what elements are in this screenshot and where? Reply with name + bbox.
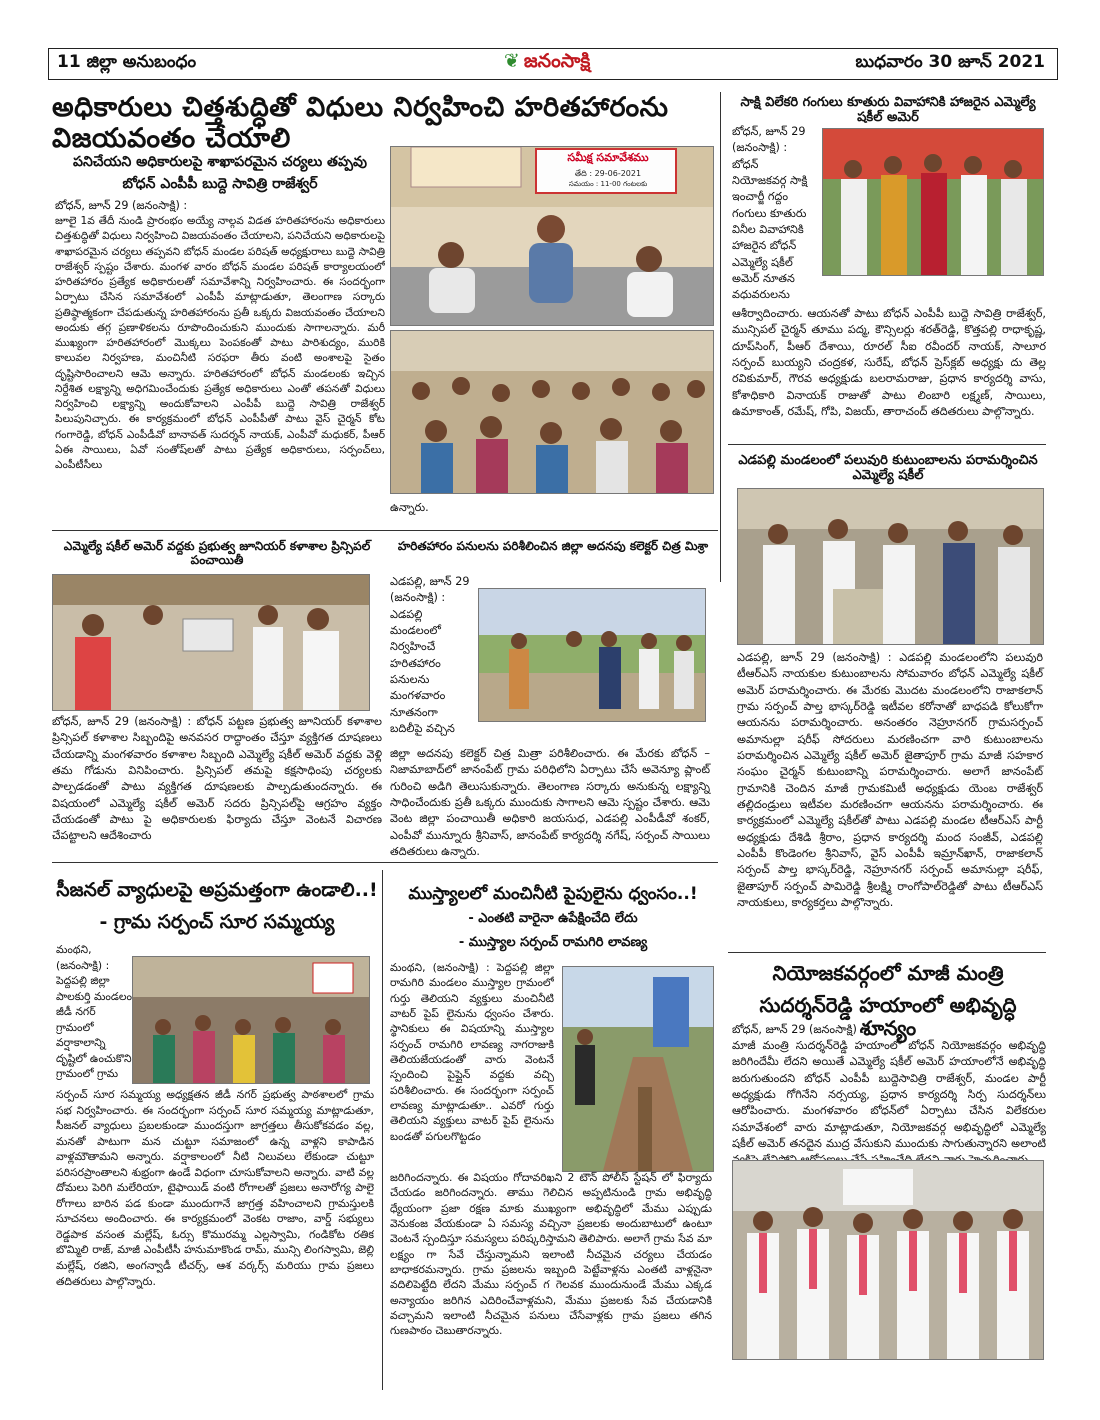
visit-body: ఎడపల్లి, జూన్ 29 (జనంసాక్షి) : ఎడపల్లి మండలంలోని పలువురి టీఆర్ఎస్ నాయకుల కుటుంబాలను సోమవారం బోధన్ ఎమ్మెల్యే షకీల్ అమెర్ పరామర్శించారు. ఈ మేరకు మొదట మండలంలోని రాజాకలాన్ గ్రామ సర్పంచ్ పాల్త భాస్కర్‌రెడ్డి ఇటీవల కరోనాతో బాధపడి కోలుకోగా ఆయనను పరామర్శించారు. అనంతరం నెహ్రూనగర్ గ్రామసర్పంచ్ అమానుల్లా షరీఫ్ సోదరులు మరణించగా వారి కుటుంబాలను పరామర్శించిన ఎమ్మెల్యే షకీల్ అమెర్ జైతాపూర్ గ్రామ మాజీ సహకార సంఘం చైర్మన్ కుటుంబాన్ని పరామర్శించారు. అలాగే జానంపేట్ గ్రామానికి చెందిన మాజీ గ్రామకమిటీ అధ్యక్షుడు యెంబ రాజేశ్వర్ తల్లిదండ్రులు ఇటీవల మరణించగా ఆయనను పరామర్శించారు. ఈ కార్యక్రమంలో ఎమ్మెల్యే షకీల్‌తో పాటు ఎడపల్లి మండల టీఆర్ఎస్ పార్టీ అధ్యక్షుడు దేశిడి శ్రీరాం, ప్రధాన కార్యదర్శి మంద సంజీవ్, ఎడపల్లి ఎంపీపీ కొండెంగల శ్రీనివాస్, వైస్ ఎంపీపీ ఇమ్రాన్‌ఖాన్, రాజాకలాన్ సర్పంచ్ పాల్త భాస్కర్‌రెడ్డి, నెహ్రూనగర్ సర్పంచ్ అమానుల్లా షరీఫ్, జైతాపూర్ సర్పంచ్ పామిరెడ్డి శ్రీలక్ష్మి రాంగోపాల్‌రెడ్డితో పాటు టీఆర్ఎస్ నాయకులు, కార్యకర్తలు పాల్గొన్నారు. bbox=[737, 651, 1043, 910]
section-divider bbox=[728, 444, 1046, 445]
banner-title: సమీక్ష సమావేశము bbox=[567, 151, 649, 164]
page-label: 11 జిల్లా అనుబంధం bbox=[57, 52, 197, 72]
banner-time: సమయం : 11-00 గంటలకు bbox=[568, 180, 648, 188]
lead-subhead-1: పనిచేయని అధికారులపై శాఖాపరమైన చర్యలు తప్పవు bbox=[73, 154, 367, 170]
meeting-photo bbox=[390, 146, 714, 326]
leaf-icon: ❦ bbox=[504, 50, 520, 72]
lead-dateline: బోధన్, జూన్ 29 (జనంసాక్షి) : bbox=[55, 199, 188, 212]
seasonal-intro: మంథని, (జనంసాక్షి) : పెద్దపల్లి జిల్లా పాలకుర్తి మండలం జీడీ నగర్ గ్రామంలో వర్షాకాలాన్ని దృష్టిలో ఉంచుకొని గ్రామంలో గ్రామ bbox=[56, 943, 132, 1081]
newspaper-logo bbox=[504, 50, 590, 77]
college-photo bbox=[52, 574, 370, 711]
lead-body: జూలై 1వ తేదీ నుండి ప్రారంభం అయ్యే నాల్గవ విడత హరితహారంను అధికారులు చిత్తశుద్ధితో విధులు నిర్వహించి విజయవంతం చేయాలని, పనిచేయని అధికారులపై శాఖాపరమైన చర్యలు తప్పవని బోధన్ మండల పరిషత్ అధ్యక్షురాలు బుద్దె సావిత్రి రాజేశ్వర్ స్పష్టం చేశారు. మంగళ వారం బోధన్ మండల పరిషత్ కార్యాలయంలో హరితహారం ప్రత్యేక అధికారులతో సమావేశాన్ని నిర్వహించారు. ఈ సందర్భంగా ఏర్పాటు చేసిన సమావేశంలో ఎంపీపీ మాట్లాడుతూ, తెలంగాణ సర్కారు ప్రతిష్ఠాత్మకంగా చేపడుతున్న హరితహారంను ప్రతీ ఒక్కరు విజయవంతం చేయాలని అందుకు తగ్గ ప్రణాళికలను రూపొందించుకుని ముందుకు సాగాలన్నారు. మరీ ముఖ్యంగా హరితహారంలో మొక్కలు పెంపకంతో పాటు పారిశుద్యం, మురికి కాలువల నిర్వహణ, మంచినీటి సరఫరా తీరు వంటి అంశాలపై సైతం దృష్టిసారించాలని ఆమె అన్నారు. హరితహారంలో బోధన్ మండలంకు ఇచ్చిన నిర్దేశిత లక్ష్యాన్ని అధిగమించేందుకు ప్రత్యేక అధికారులు ఎంతో తపనతో విధులు నిర్వహించి లక్ష్యాన్ని అందుకోవాలని ఎంపీపీ బుద్దె సావిత్రి రాజేశ్వర్ పిలుపునిచ్చారు. ఈ కార్యక్రమంలో బోధన్ ఎంపీపీతో పాటు వైస్ చైర్మన్ కోట గంగారెడ్డి, బోధన్ ఎంపీడీవో బానావత్ సుదర్శన్ నాయక్, ఎంపీవో మధుకర్, పీఆర్ ఏఈ సాయిలు, ఏవో సంతోష్‌లతో పాటు ప్రత్యేక అధికారులు, సర్పంచ్‌లు, ఎంపీటీసీలు bbox=[55, 215, 385, 471]
pipeline-body: జరిగిందన్నారు. ఈ విషయం గోదావరిఖని 2 టౌన్ పోలీస్ స్టేషన్ లో ఫిర్యాదు చేయడం జరిగిందన్నారు. తాము గెలిచిన అప్పటినుండి గ్రామ అభివృద్ధి ధ్యేయంగా ప్రజా రక్షణ మాకు ముఖ్యంగా అభివృద్ధిలో మేము ఎప్పుడు వెనుకంజ వేయకుండా ఏ సమస్య వచ్చినా ప్రజలకు అందుబాటులో ఉంటూ వెంటనే స్పందిస్తూ సమస్యలు పరిష్కరిస్తామని తెలిపారు. అలాగే గ్రామ సేవ మా లక్ష్యం గా సేవే చేస్తున్నామని ఇలాంటి నీచమైన చర్యలు చేయడం బాధాకరమన్నారు. గ్రామ ప్రజలను ఇబ్బంది పెట్టేవాళ్లను ఎంతటి వాళ్లనైనా వదిలిపెట్టేది లేదని మేము సర్పంచ్ గ గెలవక ముందునుండే మేము ఎక్కడ అన్యాయం జరిగిన ఎదిరించేవాళ్లమని, మేము ప్రజలకు సేవ చేయడానికి వచ్చామని ఇలాంటి నీచమైన పనులు చేసేవాళ్లకు గ్రామ ప్రజలు తగిన గుణపాఠం చెబుతారన్నారు. bbox=[390, 1171, 712, 1338]
banner-date: తేది : 29-06-2021 bbox=[574, 169, 642, 178]
pipeline-photo bbox=[562, 966, 714, 1172]
pipeline-sub-2: - ముస్త్యాల సర్పంచ్ రామగిరి లావణ్య bbox=[458, 935, 648, 950]
wedding-photo bbox=[822, 128, 1044, 276]
section-divider bbox=[52, 862, 718, 863]
development-body: మాజీ మంత్రి సుదర్శన్‌రెడ్డి హయాంలో బోధన్ నియోజకవర్గం అభివృద్ధి జరిగిందేమీ లేదని అయితే ఎమ్మెల్యే షకీల్ అమెర్ హయాంలోనే అభివృద్ధి జరుగుతుందని బోధన్ ఎంపీపీ బుద్దెసావిత్రి రాజేశ్వర్, మండల పార్టీ అధ్యక్షుడు గోగినేని నర్సయ్య, ప్రధాన కార్యదర్శి సిర్ప సుదర్శన్‌లు ఆరోపించారు. మంగళవారం బోధన్‌లో ఏర్పాటు చేసిన విలేకరుల సమావేశంలో వారు మాట్లాడుతూ, నియోజకవర్గ అభివృద్ధిలో ఎమ్మెల్యే షకీల్ అమెర్ తనదైన ముద్ర వేసుకుని ముందుకు సాగుతున్నారని అలాంటి bbox=[732, 1039, 1046, 1151]
development-headline-2: సుదర్శన్‌రెడ్డి హయాంలో అభివృద్ధి శూన్యం bbox=[759, 993, 1017, 1040]
lead-subhead-2: బోధన్ ఎంపీపీ బుద్దె సావిత్రి రాజేశ్వర్ bbox=[122, 176, 318, 192]
collector-headline: హరితహారం పనులను పరిశీలించిన జిల్లా అదనపు కలెక్టర్ చిత్ర మిశ్రా bbox=[397, 539, 709, 553]
column-divider bbox=[720, 92, 721, 582]
seasonal-photo bbox=[132, 956, 370, 1084]
column-divider bbox=[382, 870, 383, 1390]
collector-photo bbox=[478, 588, 706, 722]
masthead bbox=[48, 48, 1058, 80]
section-divider bbox=[52, 530, 718, 531]
wedding-intro: బోధన్, జూన్ 29 (జనంసాక్షి) : బోధన్ నియోజకవర్గ సాక్షి ఇంచార్జీ గద్దం గంగులు కూతురు వినీల వివాహానికి హాజరైన బోధన్ ఎమ్మెల్యే షకీల్ అమెర్ నూతన వధువరులను bbox=[732, 125, 808, 302]
visit-photo bbox=[737, 488, 1044, 645]
collector-body: జిల్లా అదనపు కలెక్టర్ చిత్ర మిత్రా పరిశీలించారు. ఈ మేరకు బోధన్ – నిజామాబాద్‌లో జానంపేట్ గ్రామ పరిధిలోని ఏర్పాటు చేసే అవెన్యూ ప్లాంట్ గురించి అడిగి తెలుసుకున్నారు. తెలంగాణ సర్కారు అనుకున్న లక్ష్యాన్ని సాధించేందుకు ప్రతీ ఒక్కరు ముందుకు సాగాలని ఆమె స్పష్టం చేశారు. ఆమె వెంట జిల్లా పంచాయితీ అధికారి జయసుధ, ఎడపల్లి ఎంపీడీవో శంకర్, ఎంపీవో మున్నూరు శ్రీనివాస్, జానంపేట్ కార్యదర్శి నగేష్, సర్పంచ్ సాయిలు తదితరులు ఉన్నారు. bbox=[390, 747, 710, 859]
seasonal-headline-1: సీజనల్ వ్యాధులపై అప్రమత్తంగా ఉండాలి..! bbox=[56, 879, 378, 901]
visit-headline: ఎడపల్లి మండలంలో పలువురి కుటుంబాలను పరామర్శించిన ఎమ్మెల్యే షకీల్ bbox=[738, 453, 1038, 483]
section-divider bbox=[728, 952, 1046, 953]
collector-intro: ఎడపల్లి, జూన్ 29 (జనంసాక్షి) : ఎడపల్లి మండలంలో నిర్వహించే హరితహారం పనులను మంగళవారం నూతనంగా బదిలీపై వచ్చిన bbox=[390, 575, 470, 736]
press-meet-photo bbox=[732, 1160, 1044, 1360]
seasonal-headline-2: - గ్రామ సర్పంచ్ సూర సమ్మయ్య bbox=[99, 911, 335, 933]
wedding-headline: సాక్షి విలేకరి గంగులు కూతురు వివాహానికి హాజరైన ఎమ్మెల్యే షకీల్ అమెర్ bbox=[740, 95, 1036, 125]
pipeline-sub-1: - ఎంతటి వారైనా ఉపేక్షించేది లేదు bbox=[468, 911, 638, 926]
issue-date: బుధవారం 30 జూన్ 2021 bbox=[855, 52, 1045, 72]
audience-photo bbox=[390, 330, 714, 494]
pipeline-intro: మంథని, (జనంసాక్షి) : పెద్దపల్లి జిల్లా రామగిరి మండలం ముస్త్యాల గ్రామంలో గుర్తు తెలియని వ్యక్తులు మంచినీటి వాటర్ పైప్ లైనును ధ్వంసం చేశారు. స్థానికులు ఈ విషయాన్ని ముస్త్యాల సర్పంచ్ రామగిరి లావణ్య నాగరాజుకి తెలియజేయడంతో వారు వెంటనే స్పందించి పైప్లైన్ వద్దకు వచ్చి పరిశీలించారు. ఈ సందర్భంగా సర్పంచ్ లావణ్య మాట్లాడుతూ.. ఎవరో గుర్తు తెలియని వ్యక్తులు వాటర్ పైప్ లైనును బండతో పగులగొట్టడం bbox=[390, 961, 554, 1143]
seasonal-body: సర్పంచ్ సూర సమ్మయ్య అధ్యక్షతన జీడీ నగర్ ప్రభుత్వ పాఠశాలలో గ్రామ సభ నిర్వహించారు. ఈ సందర్భంగా సర్పంచ్ సూర సమ్మయ్య మాట్లాడుతూ, సీజనల్ వ్యాధులు ప్రబలకుండా ముందస్తుగా జాగ్రత్తలు తీసుకోకవడం వల్ల, మనతో పాటుగా మన చుట్టూ సమాజంలో ఉన్న వాళ్లని కాపాడిన వాళ్లమౌతామని అన్నారు. వర్షాకాలంలో నీటి నిలువలు లేకుండా చుట్టూ పరిసరప్రాంతాలని శుభ్రంగా ఉండే విధంగా చూసుకోవాలని అన్నారు. వాటి వల్ల దోమలు పెరిగి మలేరియా, టైఫాయిడ్ వంటి రోగాలతో ప్రజలు అనారోగ్య పాలై రోగాలు బారిన పడ కుండా ముందుగానే జాగ్రత్త వహించాలని గ్రామస్తులకి సూచనలు అందించారు. ఈ కార్యక్రమంలో వెంకట రాజాం, వార్డ్ సభ్యులు రెడ్డపాక వసంత మల్లేష్, ఓర్సు కొమురమ్మ ఎల్లస్వామి, గండికోట రతిక బొమ్మిలి రాజ్, మాజీ ఎంపీటీసీ హనుమాకొండ రామ్, మున్సి లింగస్వామి, జెల్లి మల్లేష్, రజిని, అంగన్వాడీ టీచర్స్, ఆశ వర్కర్స్ మరియు గ్రామ ప్రజలు తదితరులు పాల్గొన్నారు. bbox=[56, 1088, 374, 1288]
lead-tail: ఉన్నారు. bbox=[390, 501, 429, 514]
wedding-body: ఆశీర్వాదించారు. ఆయనతో పాటు బోధన్ ఎంపీపీ బుద్దె సావిత్రి రాజేశ్వర్, మున్సిపల్ చైర్మన్ తూము పద్మ, కౌన్సిలర్లు శరత్‌రెడ్డి, కొత్తపల్లి రాధాకృష్ణ, దూప్‌సింగ్, పీఆర్ దేశాయి, రూరల్ సీఐ రవీందర్ నాయక్, సాలూర సర్పంచ్ బుయ్యని చంద్రకళ, సురేష్, బోధన్ ప్రెస్‌క్లబ్ అధ్యక్షు దు తెల్ల రవికుమార్, గౌరవ అధ్యక్షుడు బలరామరాజు, ప్రధాన కార్యదర్శి వాసు, కోశాధికారి వినాయక్ రాజుతో పాటు లింబారి లక్ష్మణ్, సాయిలు, ఉమాకాంత్, రమేష్, గోపి, విజయ్, తారాచంద్ తదితరులు పాల్గొన్నారు. bbox=[732, 307, 1046, 419]
logo-text: జనంసాక్షి bbox=[523, 50, 591, 72]
lead-headline: అధికారులు చిత్తశుద్ధితో విధులు నిర్వహించి హరితహారంను విజయవంతం చేయాలి bbox=[52, 92, 669, 155]
development-headline-1: నియోజకవర్గంలో మాజీ మంత్రి bbox=[772, 961, 1004, 985]
pipeline-headline: ముస్త్యాలలో మంచినీటి పైపులైను ధ్వంసం..! bbox=[408, 884, 698, 904]
college-body: బోధన్, జూన్ 29 (జనంసాక్షి) : బోధన్ పట్టణ ప్రభుత్వ జూనియర్ కళాశాల ప్రిన్సిపల్ కళాశాల సిబ్బందిపై అనవసర రాద్ధాంతం చేస్తూ వ్యక్తిగత దూషణలు చేయడాన్ని మంగళవారం కళాశాల సిబ్బంది ఎమ్మెల్యే షకీల్ అమెర్ వద్దకు వెళ్లి తమ గోడును వినిపించారు. ప్రిన్సిపల్ తమపై కక్షసాధింపు చర్యలకు పాల్పడడంతో పాటు వ్యక్తిగత దూషణలకు పాల్పడుతుందన్నారు. ఈ విషయంలో ఎమ్మెల్యే షకీల్ అమెర్ సదరు ప్రిన్సిపల్‌పై ఆగ్రహం వ్యక్తం చేయడంతో పాటు పై అధికారులకు ఫిర్యాదు చేస్తూ వెంటనే విచారణ చేపట్టాలని ఆదేశించారు bbox=[52, 715, 382, 843]
development-dateline: బోధన్, జూన్ 29 (జనంసాక్షి) : bbox=[732, 1023, 865, 1036]
college-headline: ఎమ్మెల్యే షకీల్ అమెర్ వద్దకు ప్రభుత్వ జూనియర్ కళాశాల ప్రిన్సిపల్ పంచాయితీ bbox=[63, 539, 371, 567]
